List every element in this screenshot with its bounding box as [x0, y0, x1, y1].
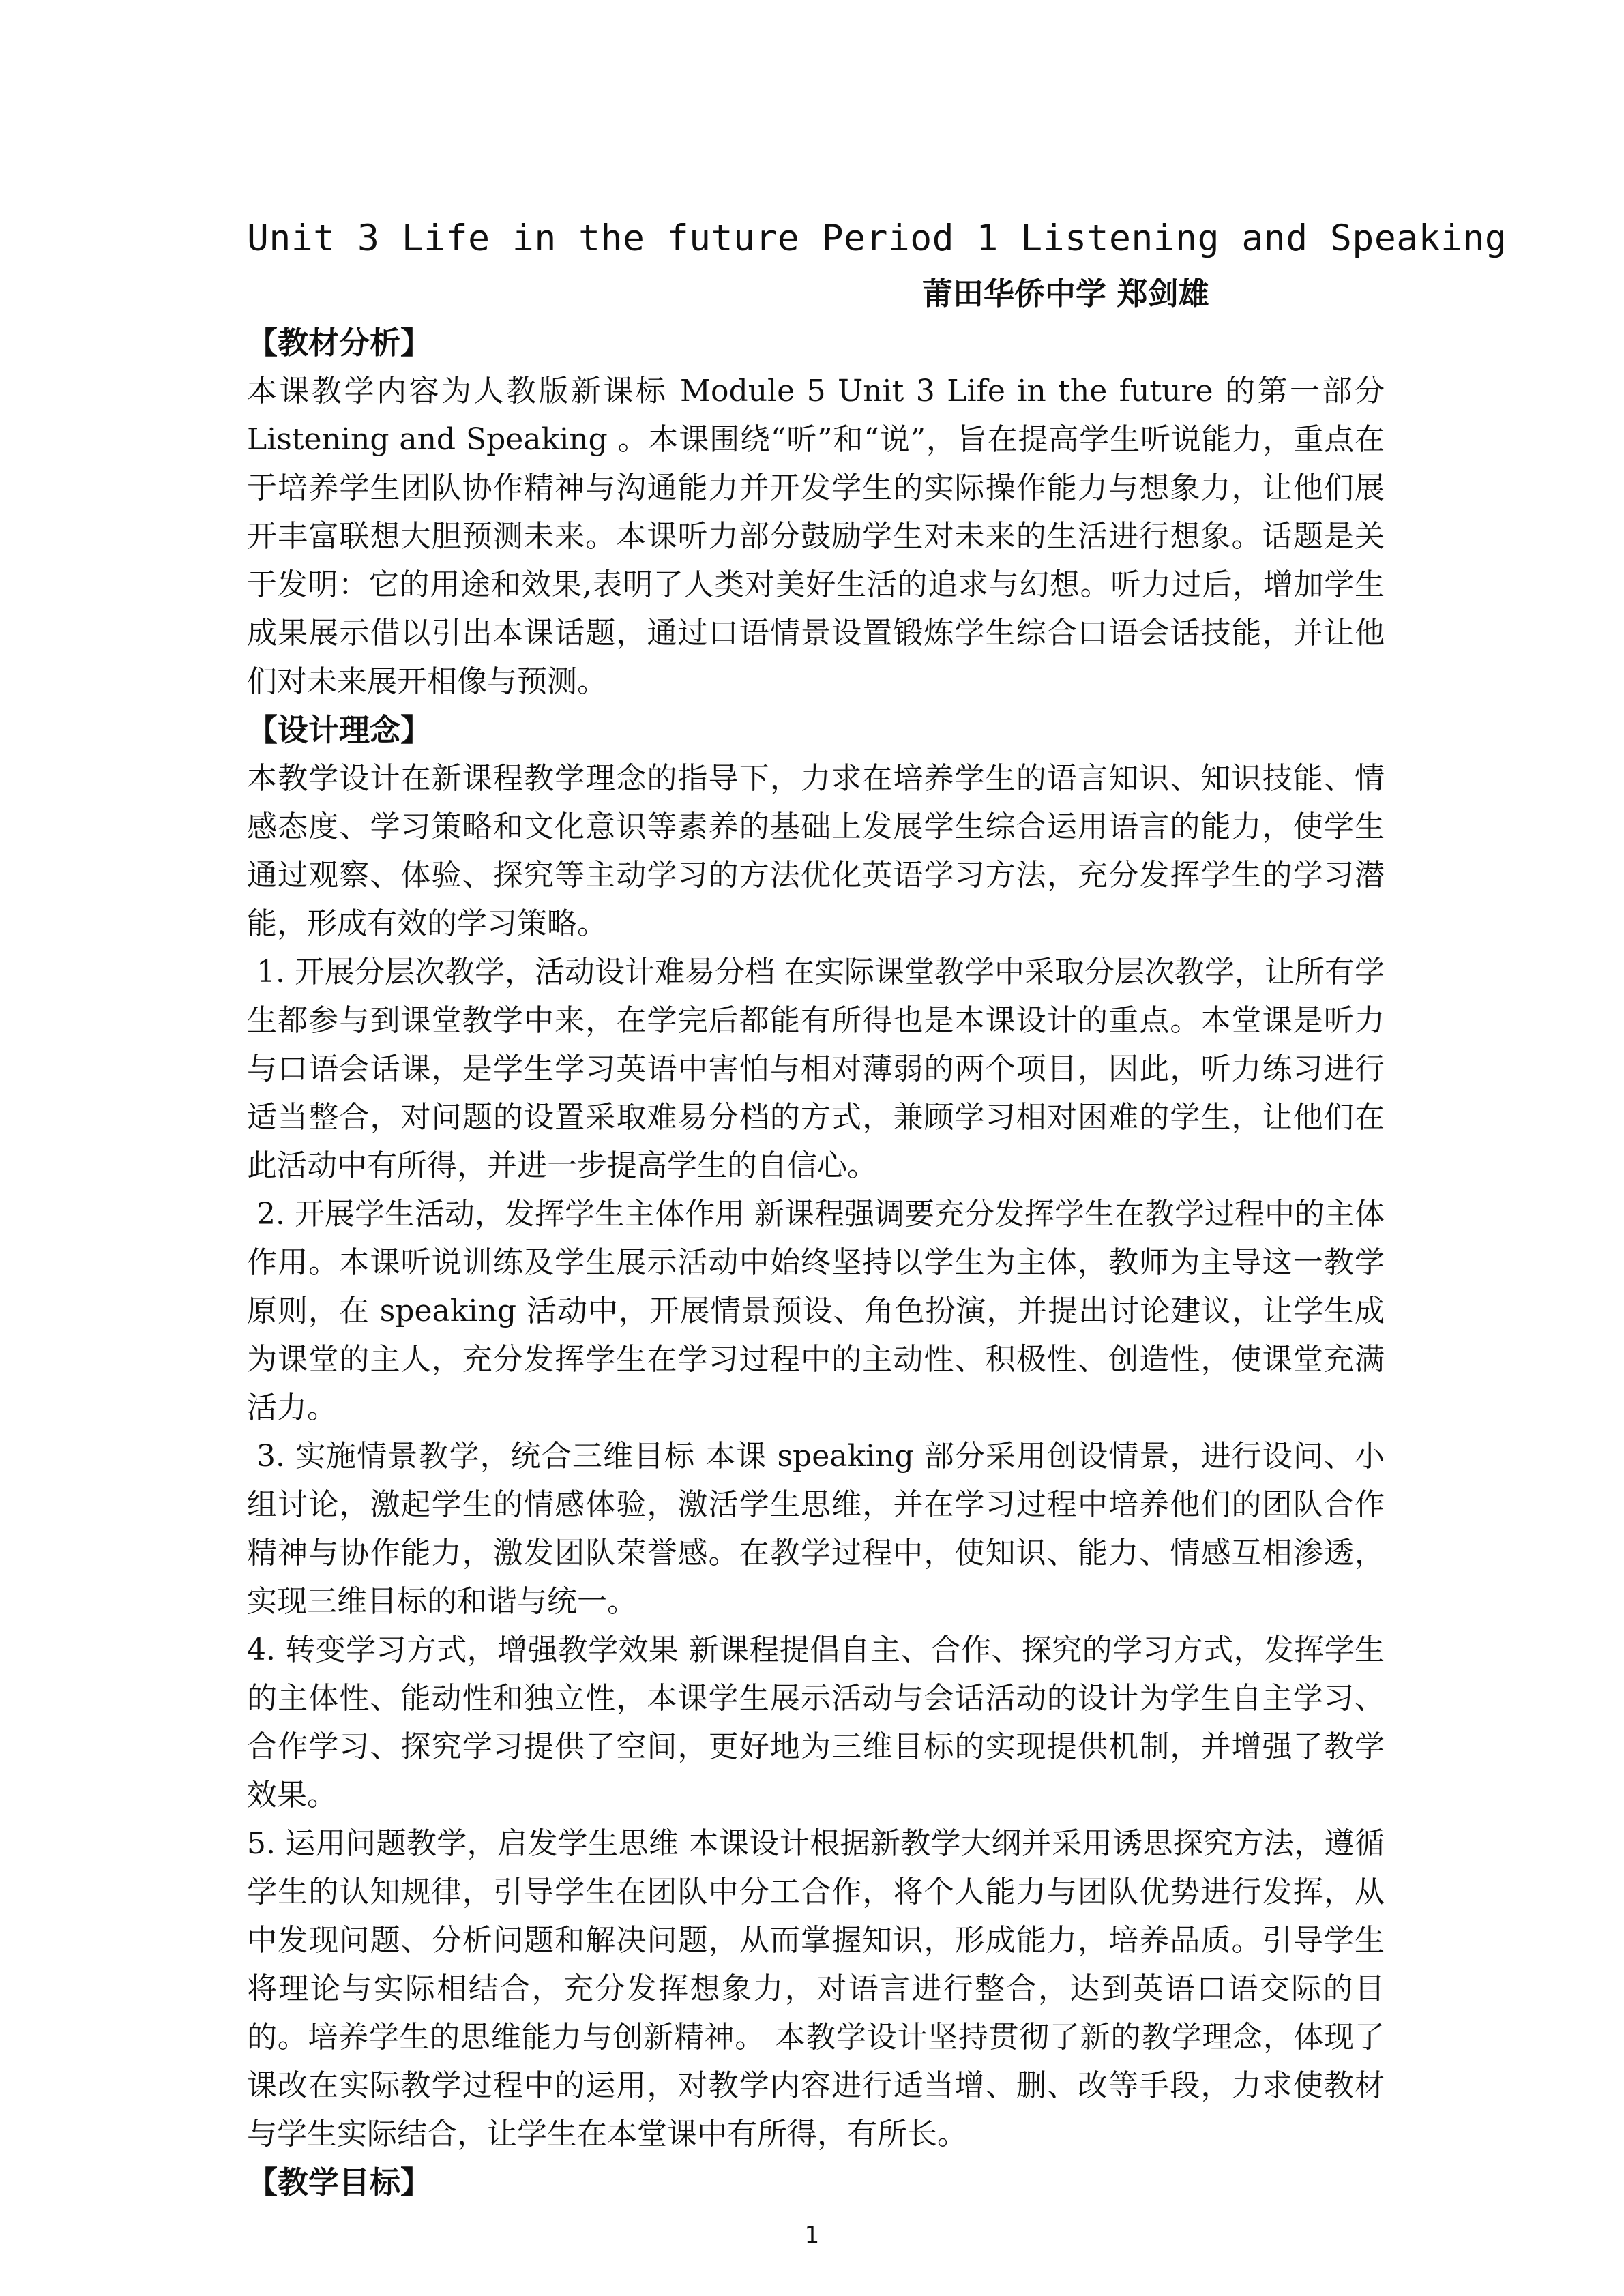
paragraph-design-point-2: 2. 开展学生活动，发挥学生主体作用 新课程强调要充分发挥学生在教学过程中的主体作用。本课听说训练及学生展示活动中始终坚持以学生为主体，教师为主导这一教学原则，在 speaking 活动中，开展情景预设、角色扮演，并提出讨论建议，让学生成为课堂的主人，充分发挥学生在学习过程中的主动性、积极性、创造性，使课堂充满活力。	[247, 1197, 1385, 1425]
page-number: 1	[804, 2222, 820, 2249]
section-heading-design-concept: 【设计理念】	[247, 712, 432, 748]
section-heading-teaching-objectives: 【教学目标】	[247, 2164, 432, 2201]
section-heading-textbook-analysis: 【教材分析】	[247, 325, 432, 361]
paragraph-design-point-5: 5. 运用问题教学，启发学生思维 本课设计根据新教学大纲并采用诱思探究方法，遵循学生的认知规律，引导学生在团队中分工合作，将个人能力与团队优势进行发挥，从中发现问题、分析问题和解决问题，从而掌握知识，形成能力，培养品质。引导学生将理论与实际相结合，充分发挥想象力，对语言进行整合，达到英语口语交际的目的。培养学生的思维能力与创新精神。 本教学设计坚持贯彻了新的教学理念，体现了课改在实际教学过程中的运用，对教学内容进行适当增、删、改等手段，力求使教材与学生实际结合，让学生在本堂课中有所得，有所长。	[247, 1826, 1385, 2151]
paragraph-design-intro: 本教学设计在新课程教学理念的指导下，力求在培养学生的语言知识、知识技能、情感态度、学习策略和文化意识等素养的基础上发展学生综合运用语言的能力，使学生通过观察、体验、探究等主动学习的方法优化英语学习方法，充分发挥学生的学习潜能，形成有效的学习策略。	[247, 761, 1385, 941]
paragraph-design-point-3: 3. 实施情景教学，统合三维目标 本课 speaking 部分采用创设情景，进行设问、小组讨论，激起学生的情感体验，激活学生思维，并在学习过程中培养他们的团队合作精神与协作能力，激发团队荣誉感。在教学过程中，使知识、能力、情感互相渗透，实现三维目标的和谐与统一。	[247, 1439, 1385, 1619]
document-title: Unit 3 Life in the future Period 1 Listening and Speaking	[247, 218, 1507, 259]
paragraph-textbook-analysis: 本课教学内容为人教版新课标 Module 5 Unit 3 Life in the future 的第一部分 Listening and Speaking 。本课围绕“听”和“说”，旨在提高学生听说能力，重点在于培养学生团队协作精神与沟通能力并开发学生的实际操作能力与想象力，让他们展开丰富联想大胆预测未来。本课听力部分鼓励学生对未来的生活进行想象。话题是关于发明：它的用途和效果,表明了人类对美好生活的追求与幻想。听力过后，增加学生成果展示借以引出本课话题，通过口语情景设置锻炼学生综合口语会话技能，并让他们对未来展开相像与预测。	[247, 374, 1385, 699]
paragraph-design-point-4: 4. 转变学习方式，增强教学效果 新课程提倡自主、合作、探究的学习方式，发挥学生的主体性、能动性和独立性，本课学生展示活动与会话活动的设计为学生自主学习、合作学习、探究学习提供了空间，更好地为三维目标的实现提供机制，并增强了教学效果。	[247, 1632, 1385, 1813]
paragraph-design-point-1: 1. 开展分层次教学，活动设计难易分档 在实际课堂教学中采取分层次教学，让所有学生都参与到课堂教学中来，在学完后都能有所得也是本课设计的重点。本堂课是听力与口语会话课，是学生学习英语中害怕与相对薄弱的两个项目，因此，听力练习进行适当整合，对问题的设置采取难易分档的方式，兼顾学习相对困难的学生，让他们在此活动中有所得，并进一步提高学生的自信心。	[247, 955, 1385, 1183]
page-content	[247, 208, 1507, 2207]
author-line: 莆田华侨中学 郑剑雄	[922, 275, 1209, 312]
